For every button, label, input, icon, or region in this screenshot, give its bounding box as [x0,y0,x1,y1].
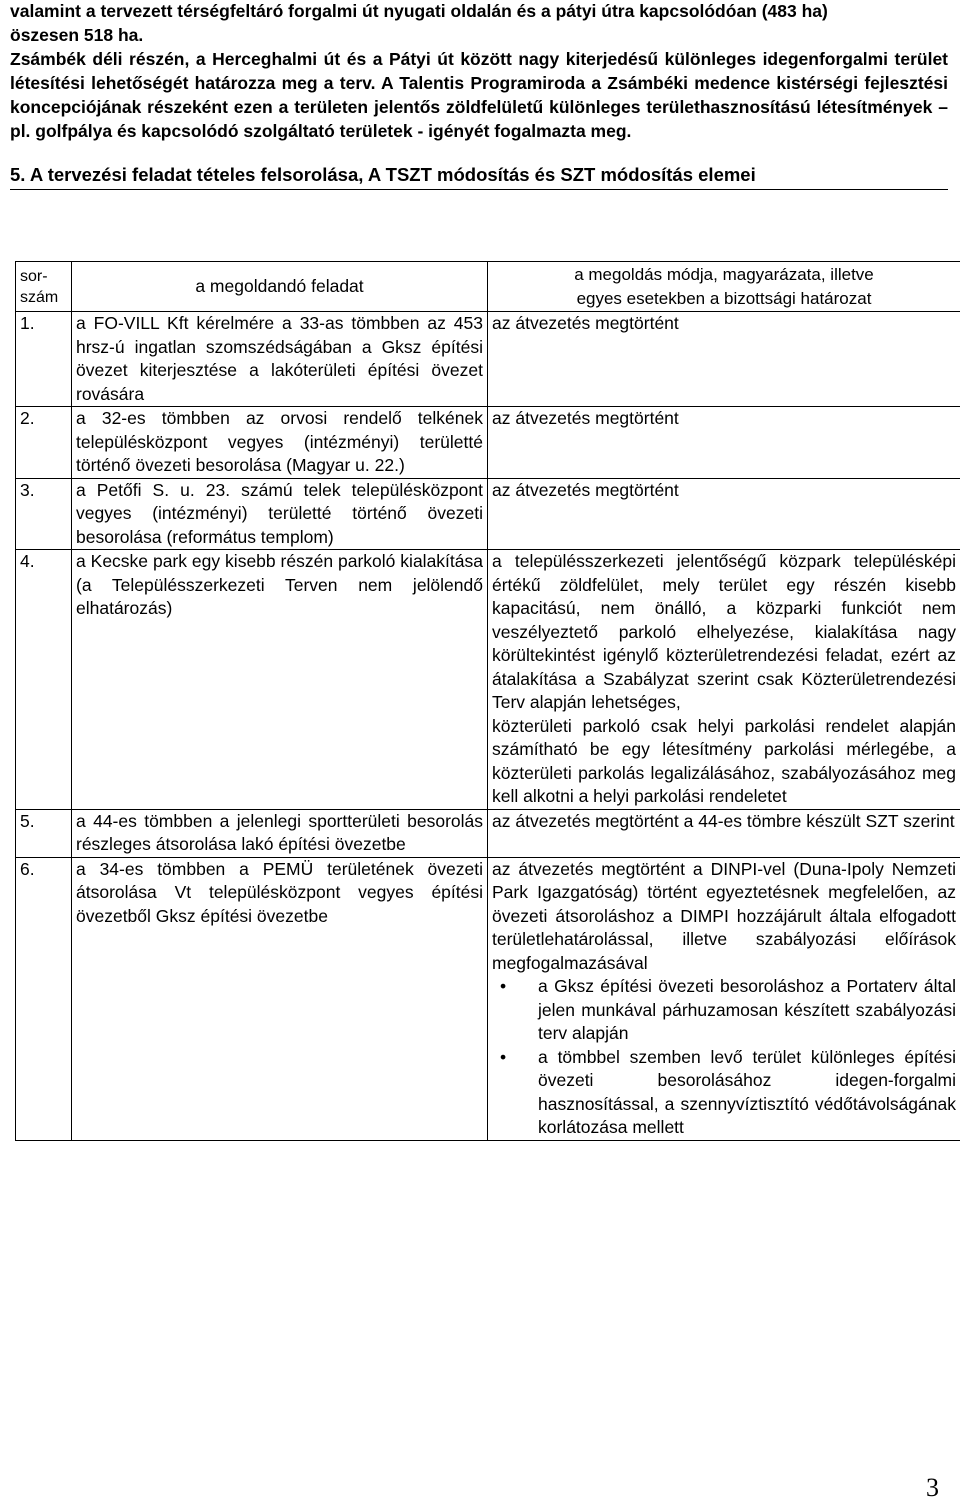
table-row [16,809,960,857]
table-row [16,478,960,550]
row-solution [488,857,960,1140]
row-task: a Petőfi S. u. 23. számú telek településközpont vegyes (intézményi) területté történő övezeti besorolása (református templom) [72,478,488,550]
intro-paragraph: Zsámbék déli részén, a Herceghalmi út és a Pátyi út között nagy kiterjedésű különleges idegenforgalmi terület létesítési lehetőségét határozza meg a terv. A Talentis Programiroda a Zsámbéki medence kistérségi fejlesztési koncepciójának részeként ezen a területen jelentős zöldfelületű különleges területhasznosítású létesítmények – pl. golfpálya és kapcsolódó szolgáltató területek - igényét fogalmazta meg. [10,49,948,141]
row-solution: az átvezetés megtörtént [488,312,960,407]
header-number-line-2: szám [20,288,59,306]
intro-line-1 [10,0,948,23]
row-number: 3. [16,478,72,550]
row-number: 4. [16,550,72,810]
header-solution [488,262,960,312]
bullet-icon: • [500,1046,507,1067]
solution-bullet-list [492,975,956,1140]
row-number: 5. [16,809,72,857]
row-solution: az átvezetés megtörtént [488,478,960,550]
section-heading: 5. A tervezési feladat tételes felsorolása, A TSZT módosítás és SZT módosítás elemei [10,163,948,190]
row-solution-text: a településszerkezeti jelentőségű közpark településképi értékű zöldfelület, mely terület egy részén kisebb kapacitású, nem önálló, a közparki funkciót nem veszélyeztető parkoló elhelyezése, kialakítása nagy körültekintést igénylő közterületrendezési feladat, ezért az átalakítása a Szabályzat szerint csak Közterületrendezési Terv alapján lehetséges, [492,551,956,712]
intro-line-2: öszesen 518 ha. [10,25,144,45]
solution-bullet-item [500,975,956,1046]
row-task: a 34-es tömbben a PEMÜ területének övezeti átsorolása Vt településközpont vegyes építési övezetből Gksz építési övezetbe [72,857,488,1140]
header-number-line-1: sor- [20,267,48,285]
header-task: a megoldandó feladat [72,262,488,312]
table-header-row [16,262,960,312]
row-task: a FO-VILL Kft kérelmére a 33-as tömbben az 453 hrsz-ú ingatlan szomszédságában a Gksz építési övezet kiterjesztése a lakóterületi építési övezet rovására [72,312,488,407]
row-task: a 32-es tömbben az orvosi rendelő telkének településközpont vegyes (intézményi) területté történő övezeti besorolása (Magyar u. 22.) [72,407,488,479]
bullet-text: a Gksz építési övezeti besoroláshoz a Portaterv által jelen munkával párhuzamosan készített szabályozási terv alapján [538,976,956,1043]
bullet-icon: • [500,976,507,996]
table-row [16,312,960,407]
header-solution-line-1: a megoldás módja, magyarázata, illetve [574,264,874,284]
page-number: 3 [926,1473,939,1502]
row-solution: az átvezetés megtörtént a 44-es tömbre készült SZT szerint [488,809,960,857]
row-solution [488,550,960,810]
task-table [15,261,960,1141]
row-task: a Kecske park egy kisebb részén parkoló kialakítása (a Településszerkezeti Terven nem jelölendő elhatározás) [72,550,488,810]
intro-area-value: (483 ha) [761,1,828,21]
row-solution: az átvezetés megtörtént [488,407,960,479]
bullet-text: a tömbbel szemben levő terület különleges építési övezeti besorolásához idegen-forgalmi hasznosítással, a szennyvíztisztító védőtávolságának korlátozása mellett [538,1046,956,1137]
document-page [10,0,948,190]
table-row [16,550,960,810]
row-number: 1. [16,312,72,407]
header-number [16,262,72,312]
table-row [16,857,960,1140]
table-row [16,407,960,479]
row-task: a 44-es tömbben a jelenlegi sportterületi besorolás részleges átsorolása lakó építési övezetbe [72,809,488,857]
row-solution-extra: közterületi parkoló csak helyi parkolási rendelet alapján számítható be egy létesítmény parkolási mérlegébe, a közterületi parkolás legalizálásához, szabályozásához meg kell alkotni a helyi parkolási rendeletet [492,715,956,806]
intro-line-1-text: valamint a tervezett térségfeltáró forgalmi út nyugati oldalán és a pátyi útra kapcsolódóan [10,1,762,21]
row-solution-text: az átvezetés megtörtént a DINPI-vel (Duna-Ipoly Nemzeti Park Igazgatóság) történt egyeztetésnek megfelelően, az övezeti átsoroláshoz a DIMPI hozzájárult általa elfogadott területlehatárolással, illetve szabályozási előírások megfogalmazásával [492,858,956,973]
header-solution-line-2: egyes esetekben a bizottsági határozat [576,288,872,308]
solution-bullet-item [500,1046,956,1140]
row-number: 6. [16,857,72,1140]
row-number: 2. [16,407,72,479]
